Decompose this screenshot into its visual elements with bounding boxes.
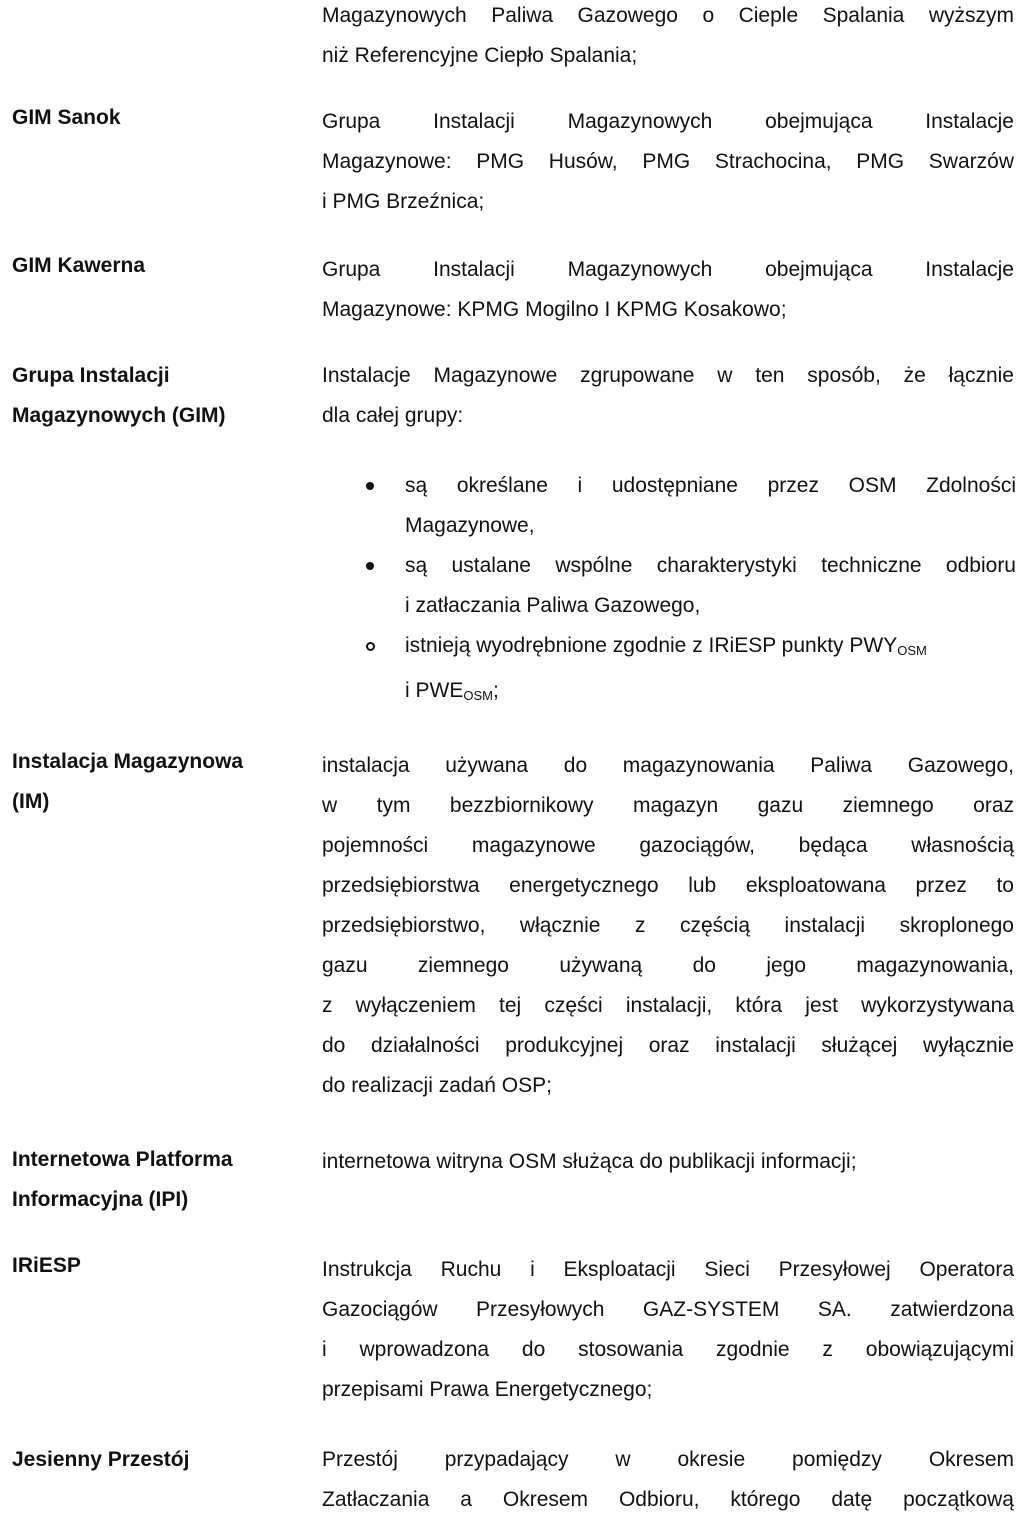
definition-line: niż Referencyjne Ciepło Spalania;	[322, 44, 638, 67]
definition-gim-sanok	[322, 102, 1014, 222]
list-item-line: są określane i udostępniane przez OSM Zdolności	[405, 474, 1016, 497]
definition-line: do realizacji zadań OSP;	[322, 1074, 552, 1097]
definition-line: instalacja używana do magazynowania Paliwa Gazowego,	[322, 754, 1014, 777]
definition-line: pojemności magazynowe gazociągów, będąca własnością	[322, 834, 1014, 857]
term-gim-sanok	[12, 98, 302, 138]
list-item	[360, 546, 1016, 626]
list-item-line	[405, 626, 1016, 671]
definition-line: w tym bezzbiornikowy magazyn gazu ziemnego oraz	[322, 794, 1014, 817]
definition-line: przedsiębiorstwa energetycznego lub eksploatowana przez to	[322, 874, 1014, 897]
definition-line: Magazynowe: PMG Husów, PMG Strachocina, PMG Swarzów	[322, 150, 1014, 173]
definition-line: Grupa Instalacji Magazynowych obejmująca Instalacje	[322, 258, 1014, 281]
definition-line: i PMG Brzeźnica;	[322, 190, 485, 213]
bullet-icon	[366, 562, 374, 570]
definition-line: z wyłączeniem tej części instalacji, która jest wykorzystywana	[322, 994, 1014, 1017]
term-line: IRiESP	[12, 1254, 81, 1277]
term-line: Magazynowych (GIM)	[12, 404, 226, 427]
subscript: OSM	[463, 688, 493, 703]
term-gim	[12, 356, 302, 436]
list-item-line: i zatłaczania Paliwa Gazowego,	[405, 594, 701, 617]
definition-line: gazu ziemnego używaną do jego magazynowania,	[322, 954, 1014, 977]
term-line: GIM Sanok	[12, 106, 121, 129]
list-item-line	[405, 671, 1016, 716]
definition-iriesp	[322, 1250, 1014, 1410]
list-item-line: Magazynowe,	[405, 514, 535, 537]
definition-gim-kawerna	[322, 250, 1014, 330]
term-line: Informacyjna (IPI)	[12, 1188, 189, 1211]
bullet-icon	[366, 482, 374, 490]
list-item	[360, 626, 1016, 716]
bullet-icon	[366, 642, 375, 651]
definition-line: i wprowadzona do stosowania zgodnie z obowiązującymi	[322, 1338, 1014, 1361]
definition-line: Magazynowe: KPMG Mogilno I KPMG Kosakowo;	[322, 298, 787, 321]
definition-line: Przestój przypadający w okresie pomiędzy Okresem	[322, 1448, 1014, 1471]
term-iriesp	[12, 1246, 302, 1286]
definition-ipi	[322, 1142, 1014, 1182]
term-gim-kawerna	[12, 246, 302, 286]
list-item-line: są ustalane wspólne charakterystyki techniczne odbioru	[405, 554, 1016, 577]
definition-im	[322, 746, 1014, 1106]
gim-criteria-list	[360, 466, 1016, 716]
list-item	[360, 466, 1016, 546]
term-ipi	[12, 1140, 302, 1220]
term-line: GIM Kawerna	[12, 254, 146, 277]
definition-continuation	[322, 0, 1014, 76]
definition-line: Zatłaczania a Okresem Odbioru, którego datę początkową	[322, 1488, 1014, 1511]
subscript: OSM	[897, 643, 927, 658]
definition-line: przedsiębiorstwo, włącznie z częścią instalacji skroplonego	[322, 914, 1014, 937]
list-item-text: i PWE	[405, 679, 464, 702]
term-jesienny-przestoj	[12, 1440, 302, 1480]
term-line: Jesienny Przestój	[12, 1448, 190, 1471]
definition-line: przepisami Prawa Energetycznego;	[322, 1378, 653, 1401]
list-item-text: istnieją wyodrębnione zgodnie z IRiESP punkty PWY	[405, 634, 898, 657]
definition-line: Grupa Instalacji Magazynowych obejmująca Instalacje	[322, 110, 1014, 133]
term-line: (IM)	[12, 790, 50, 813]
definition-gim	[322, 356, 1014, 436]
definition-line: Magazynowych Paliwa Gazowego o Cieple Spalania wyższym	[322, 4, 1014, 27]
definition-line: Instrukcja Ruchu i Eksploatacji Sieci Przesyłowej Operatora	[322, 1258, 1014, 1281]
definition-line: internetowa witryna OSM służąca do publikacji informacji;	[322, 1150, 857, 1173]
definition-line: do działalności produkcyjnej oraz instalacji służącej wyłącznie	[322, 1034, 1014, 1057]
definition-line: dla całej grupy:	[322, 404, 464, 427]
list-item-text: ;	[492, 679, 499, 702]
definition-line: Instalacje Magazynowe zgrupowane w ten sposób, że łącznie	[322, 364, 1014, 387]
definition-jesienny-przestoj	[322, 1440, 1014, 1520]
term-line: Instalacja Magazynowa	[12, 750, 244, 773]
term-im	[12, 742, 302, 822]
definition-line: Gazociągów Przesyłowych GAZ-SYSTEM SA. zatwierdzona	[322, 1298, 1014, 1321]
term-line: Internetowa Platforma	[12, 1148, 233, 1171]
term-line: Grupa Instalacji	[12, 364, 170, 387]
